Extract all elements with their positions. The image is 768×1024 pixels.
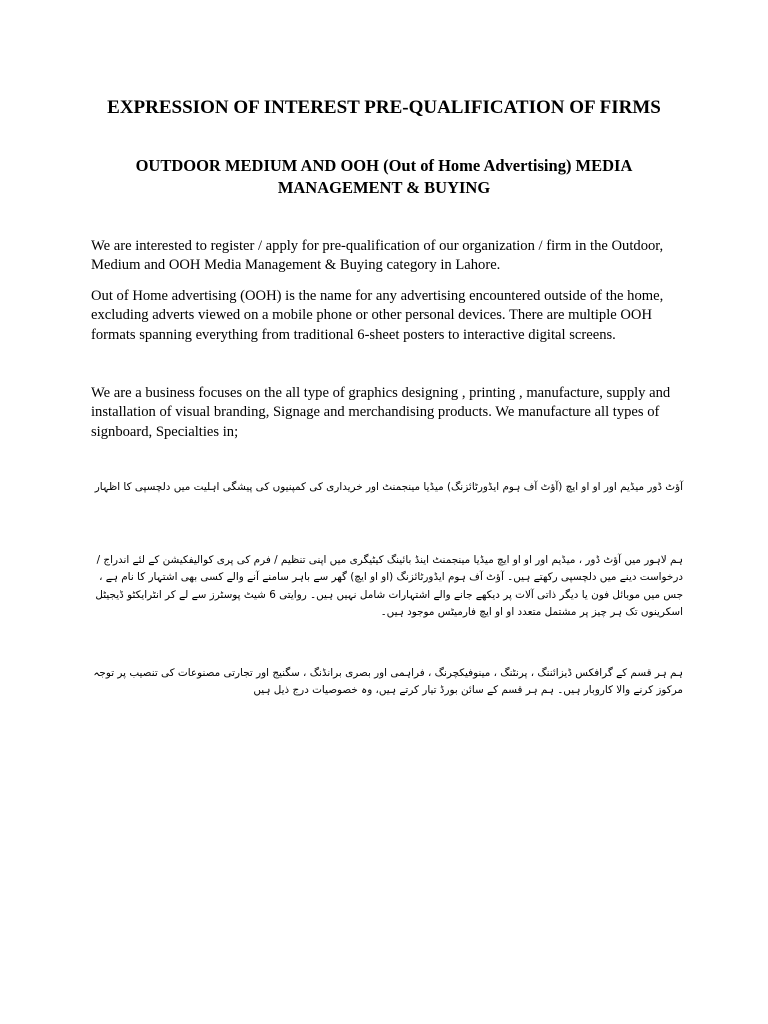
paragraph-business-description: We are a business focuses on the all type of graphics designing , printing , manufacture, supply and installation of visual branding, Signage and merchandising products. We manufacture all types of signboard, Specialties in; [91, 385, 671, 440]
urdu-paragraph-title: آؤٹ ڈور میڈیم اور او او ایچ (آؤٹ آف ہوم ایڈورٹائزنگ) میڈیا مینجمنٹ اور خریداری کی کمپنیوں کی پیشگی اہلیت میں دلچسپی کا اظہار [94, 481, 683, 493]
urdu-paragraph-business: ہم ہر قسم کے گرافکس ڈیزائننگ ، پرنٹنگ ، مینوفیکچرنگ ، فراہمی اور بصری برانڈنگ ، سگنیج اور تجارتی مصنوعات کی تنصیب پر توجہ مرکوز کرنے والا کاروبار ہیں۔ ہم ہر قسم کے سائن بورڈ تیار کرتے ہیں، وہ خصوصیات درج ذیل ہیں [93, 667, 683, 697]
paragraph-registration-intent: We are interested to register / apply for pre-qualification of our organization / firm in the Outdoor, Medium and OOH Media Management & Buying category in Lahore. [91, 238, 664, 274]
urdu-paragraph-registration: ہم لاہور میں آؤٹ ڈور ، میڈیم اور او او ایچ میڈیا مینجمنٹ اینڈ بائینگ کیٹیگری میں اپنی تنظیم / فرم کی پری کوالیفکیشن کے لئے اندراج / درخواست دینے میں دلچسپی رکھتے ہیں۔ آؤٹ آف ہوم ایڈورٹائزنگ (او او ایچ) گھر سے باہر سامنے آنے والے کسی بھی اشتہار کا نام ہے ، جس میں موبائل فون یا دیگر ذاتی آلات پر دیکھے جانے والے اشتہارات شامل نہیں ہیں۔ روایتی 6 شیٹ پوسٹرز سے لے کر انٹرایکٹو ڈیجیٹل اسکرینوں تک ہر چیز پر مشتمل متعدد او او ایچ فارمیٹس موجود ہیں۔ [95, 554, 683, 618]
paragraph-ooh-definition: Out of Home advertising (OOH) is the name for any advertising encountered outside of the home, excluding adverts viewed on a mobile phone or other personal devices. There are multiple OOH formats spanning everything from traditional 6-sheet posters to interactive digital screens. [91, 288, 664, 343]
document-subtitle: OUTDOOR MEDIUM AND OOH (Out of Home Advertising) MEDIA MANAGEMENT & BUYING [135, 156, 633, 197]
document-title: EXPRESSION OF INTEREST PRE-QUALIFICATION OF FIRMS [107, 97, 661, 118]
